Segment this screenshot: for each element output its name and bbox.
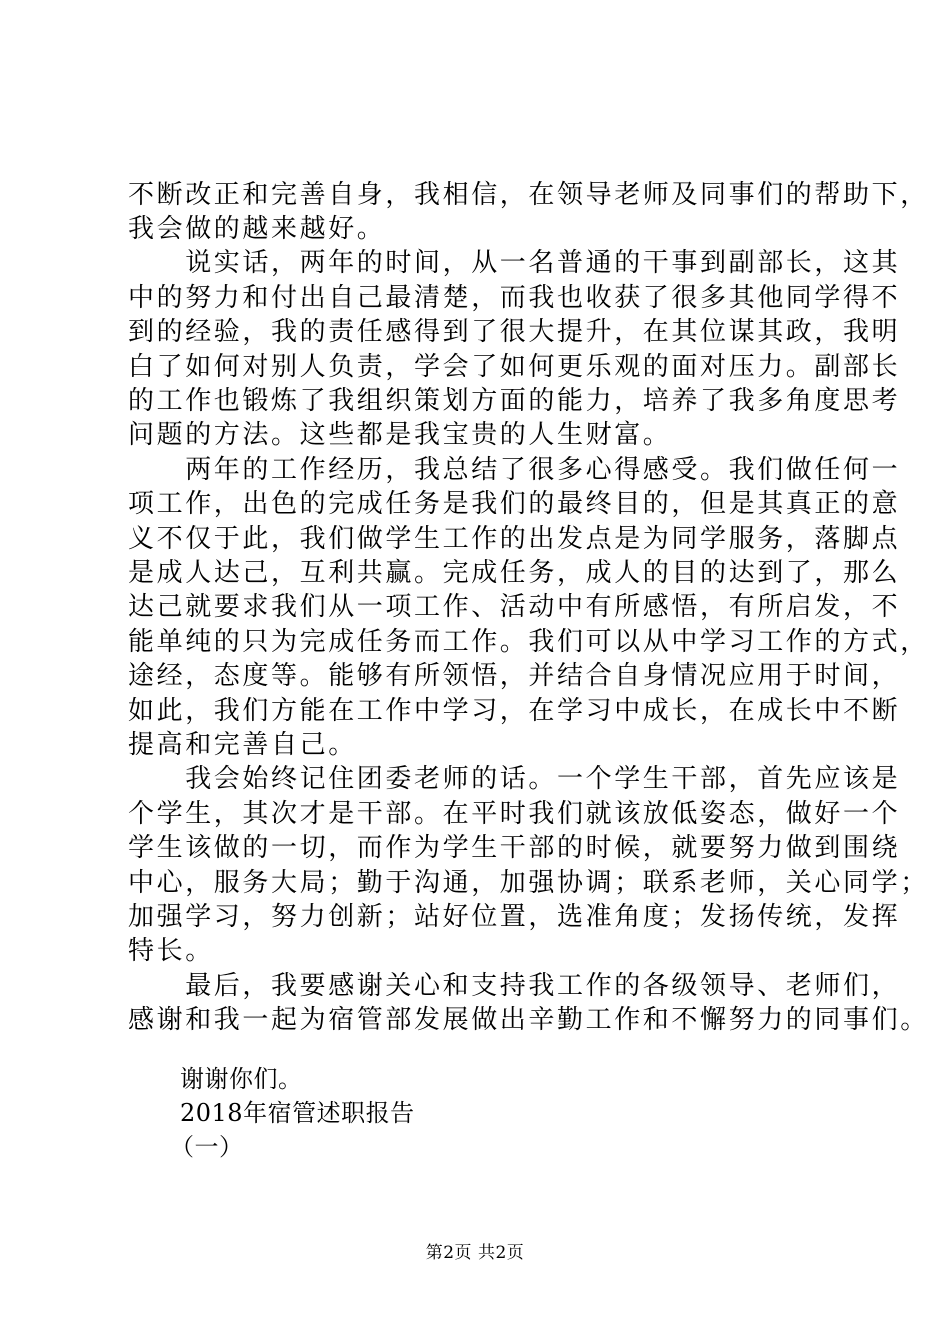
body-line: 达己就要求我们从一项工作、活动中有所感悟，有所启发，不 <box>128 592 901 622</box>
body-line: 的工作也锻炼了我组织策划方面的能力，培养了我多角度思考 <box>128 386 901 416</box>
body-line: 不断改正和完善自身，我相信，在领导老师及同事们的帮助下， <box>128 180 929 210</box>
next-report-title: 2018年宿管述职报告 <box>180 1099 415 1127</box>
body-line: 说实话，两年的时间，从一名普通的干事到副部长，这其 <box>128 248 901 278</box>
body-line: 中心，服务大局；勤于沟通，加强协调；联系老师，关心同学； <box>128 868 929 898</box>
body-line: 到的经验，我的责任感得到了很大提升，在其位谋其政，我明 <box>128 317 901 347</box>
body-line: 是成人达己，互利共赢。完成任务，成人的目的达到了，那么 <box>128 558 901 588</box>
section-marker: （一） <box>170 1133 244 1161</box>
body-line: 途经，态度等。能够有所领悟，并结合自身情况应用于时间， <box>128 661 901 691</box>
body-line: 加强学习，努力创新；站好位置，选准角度；发扬传统，发挥 <box>128 902 901 932</box>
body-line: 我会做的越来越好。 <box>128 214 386 244</box>
body-line: 个学生，其次才是干部。在平时我们就该放低姿态，做好一个 <box>128 799 901 829</box>
body-line: 两年的工作经历，我总结了很多心得感受。我们做任何一 <box>128 455 901 485</box>
body-line: 感谢和我一起为宿管部发展做出辛勤工作和不懈努力的同事们。 <box>128 1005 929 1035</box>
body-line: 问题的方法。这些都是我宝贵的人生财富。 <box>128 420 672 450</box>
body-line: 特长。 <box>128 936 214 966</box>
body-line: 项工作，出色的完成任务是我们的最终目的，但是其真正的意 <box>128 489 901 519</box>
body-line: 能单纯的只为完成任务而工作。我们可以从中学习工作的方式， <box>128 627 929 657</box>
page-footer: 第2页 共2页 <box>425 1243 525 1263</box>
thanks-line: 谢谢你们。 <box>180 1065 303 1093</box>
body-line: 义不仅于此，我们做学生工作的出发点是为同学服务，落脚点 <box>128 524 901 554</box>
body-line: 最后，我要感谢关心和支持我工作的各级领导、老师们， <box>128 971 901 1001</box>
body-line: 如此，我们方能在工作中学习，在学习中成长，在成长中不断 <box>128 696 901 726</box>
body-line: 白了如何对别人负责，学会了如何更乐观的面对压力。副部长 <box>128 352 901 382</box>
body-line: 中的努力和付出自己最清楚，而我也收获了很多其他同学得不 <box>128 283 901 313</box>
body-line: 我会始终记住团委老师的话。一个学生干部，首先应该是 <box>128 764 901 794</box>
body-line: 提高和完善自己。 <box>128 730 357 760</box>
body-line: 学生该做的一切，而作为学生干部的时候，就要努力做到围绕 <box>128 833 901 863</box>
